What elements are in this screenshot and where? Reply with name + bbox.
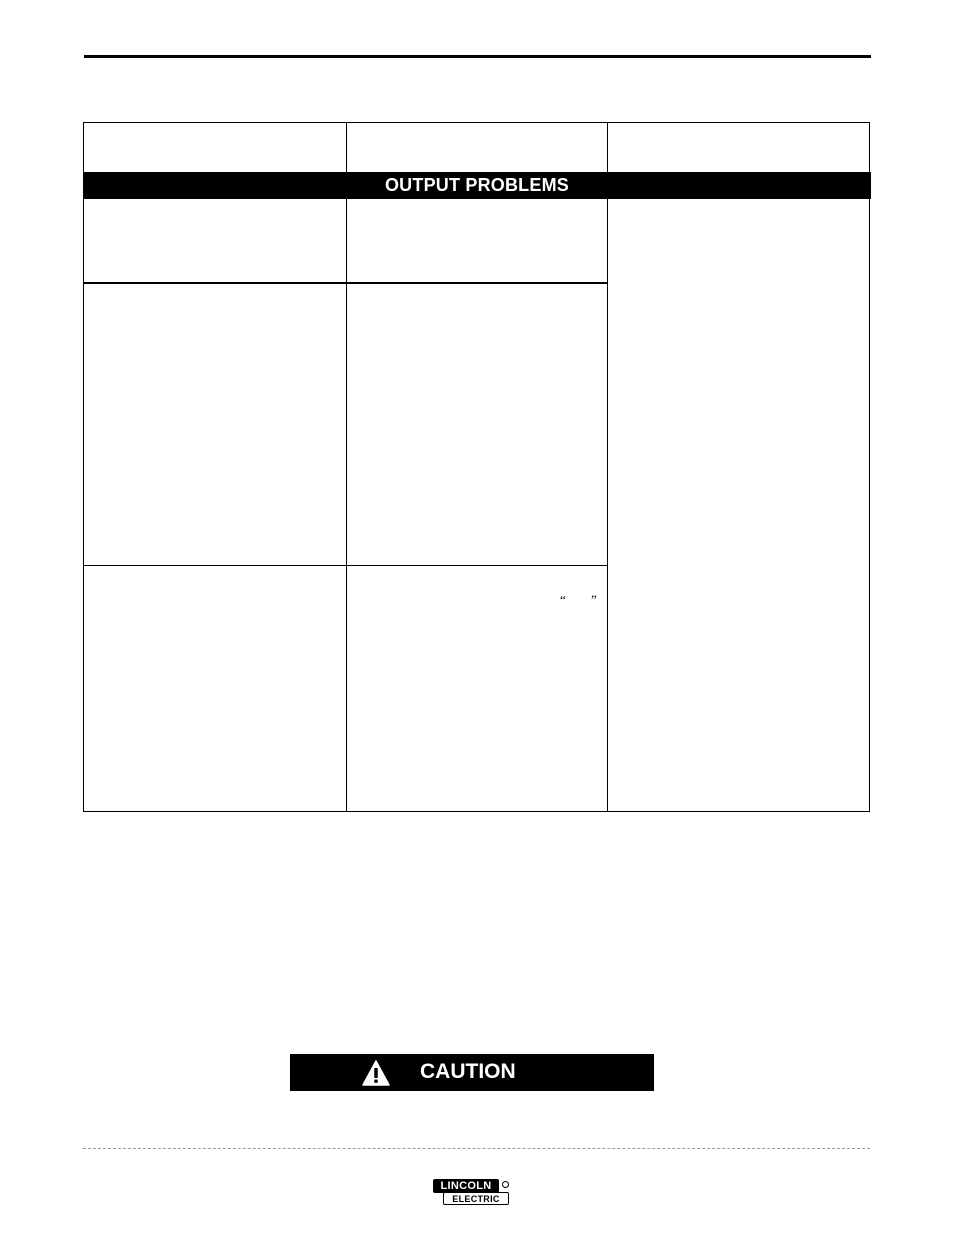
open-quote-mark: “: [560, 592, 566, 607]
footer-dashed-rule: [83, 1148, 870, 1149]
header-rule: [84, 55, 871, 58]
row-separator-1: [83, 282, 607, 284]
table-border-bottom: [83, 811, 870, 812]
body-divider-1: [346, 199, 347, 811]
body-divider-2: [607, 199, 608, 811]
close-quote-mark: ”: [591, 592, 597, 607]
registered-mark-icon: [502, 1181, 509, 1188]
header-cell-causes: [347, 122, 607, 172]
logo-bottom-text: ELECTRIC: [443, 1192, 509, 1205]
table-border-left: [83, 122, 84, 812]
header-cell-problems: [84, 122, 346, 172]
logo-top-text: LINCOLN: [433, 1179, 499, 1193]
row-separator-2: [83, 565, 607, 566]
header-cell-actions: [608, 122, 869, 172]
warning-triangle-icon: [362, 1060, 390, 1086]
lincoln-electric-logo: [433, 1179, 513, 1207]
troubleshooting-table: [83, 122, 870, 812]
section-title-output-problems: OUTPUT PROBLEMS: [83, 172, 871, 199]
table-border-right: [869, 122, 870, 812]
caution-label: CAUTION: [420, 1060, 516, 1083]
caution-banner: [290, 1054, 654, 1091]
